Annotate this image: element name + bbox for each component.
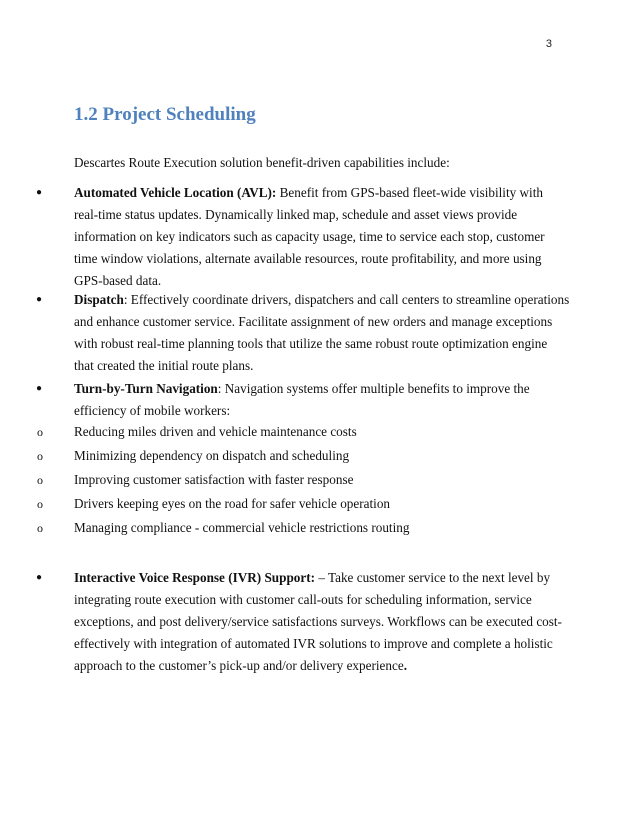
circle-bullet-icon: o xyxy=(37,449,43,463)
bullet-text xyxy=(74,289,570,377)
sub-item-text: Improving customer satisfaction with faster response xyxy=(74,472,354,487)
bullet-body: – Take customer service to the next level by integrating route execution with customer call-outs for scheduling information, service exceptions, and post delivery/service satisfactions surveys. Workflows can be executed cost-effectively with integration of automated IVR solutions to improve and complete a holistic approach to the customer’s pick-up and/or delivery experience xyxy=(74,570,562,673)
list-item xyxy=(0,445,638,469)
bullet-text xyxy=(74,378,570,422)
bullet-text xyxy=(74,567,570,677)
sub-item-text: Drivers keeping eyes on the road for safer vehicle operation xyxy=(74,496,391,511)
bullet-title: Turn-by-Turn Navigation xyxy=(74,381,218,396)
bullet-avl xyxy=(0,182,638,292)
circle-bullet-icon: o xyxy=(37,497,43,511)
bullet-title: Dispatch xyxy=(74,292,124,307)
bullet-dispatch xyxy=(0,289,638,377)
intro-text: Descartes Route Execution solution benefit-driven capabilities include: xyxy=(74,155,450,170)
bullet-icon: ● xyxy=(36,572,43,583)
bullet-icon: ● xyxy=(36,383,43,394)
sub-list xyxy=(0,421,638,541)
circle-bullet-icon: o xyxy=(37,425,43,439)
sub-item-text: Minimizing dependency on dispatch and scheduling xyxy=(74,448,350,463)
circle-bullet-icon: o xyxy=(37,521,43,535)
bullet-icon: ● xyxy=(36,294,43,305)
bullet-body: : Navigation systems offer multiple benefits to improve the efficiency of mobile workers: xyxy=(74,381,530,418)
bullet-end-mark: . xyxy=(403,658,407,673)
bullet-ivr xyxy=(0,567,638,677)
list-item xyxy=(0,469,638,493)
list-item xyxy=(0,493,638,517)
section-heading: 1.2 Project Scheduling xyxy=(74,104,256,125)
list-item xyxy=(0,517,638,541)
sub-item-text: Reducing miles driven and vehicle maintenance costs xyxy=(74,424,357,439)
bullet-navigation xyxy=(0,378,638,422)
page-number: 3 xyxy=(545,38,552,50)
bullet-text xyxy=(74,182,570,292)
sub-item-text: Managing compliance - commercial vehicle restrictions routing xyxy=(74,520,410,535)
bullet-icon: ● xyxy=(36,187,43,198)
list-item xyxy=(0,421,638,445)
circle-bullet-icon: o xyxy=(37,473,43,487)
bullet-title: Automated Vehicle Location (AVL): xyxy=(74,185,277,200)
bullet-body: Benefit from GPS-based fleet-wide visibility with real-time status updates. Dynamically linked map, schedule and asset views provide information on key indicators such as capacity usage, time to service each stop, customer time window violations, alternate available resources, route profitability, and more using GPS-based data. xyxy=(74,185,545,288)
bullet-title: Interactive Voice Response (IVR) Support: xyxy=(74,570,316,585)
bullet-body: : Effectively coordinate drivers, dispatchers and call centers to streamline operations and enhance customer service. Facilitate assignment of new orders and manage exceptions with robust real-time planning tools that utilize the same robust route optimization engine that created the initial route plans. xyxy=(74,292,570,373)
